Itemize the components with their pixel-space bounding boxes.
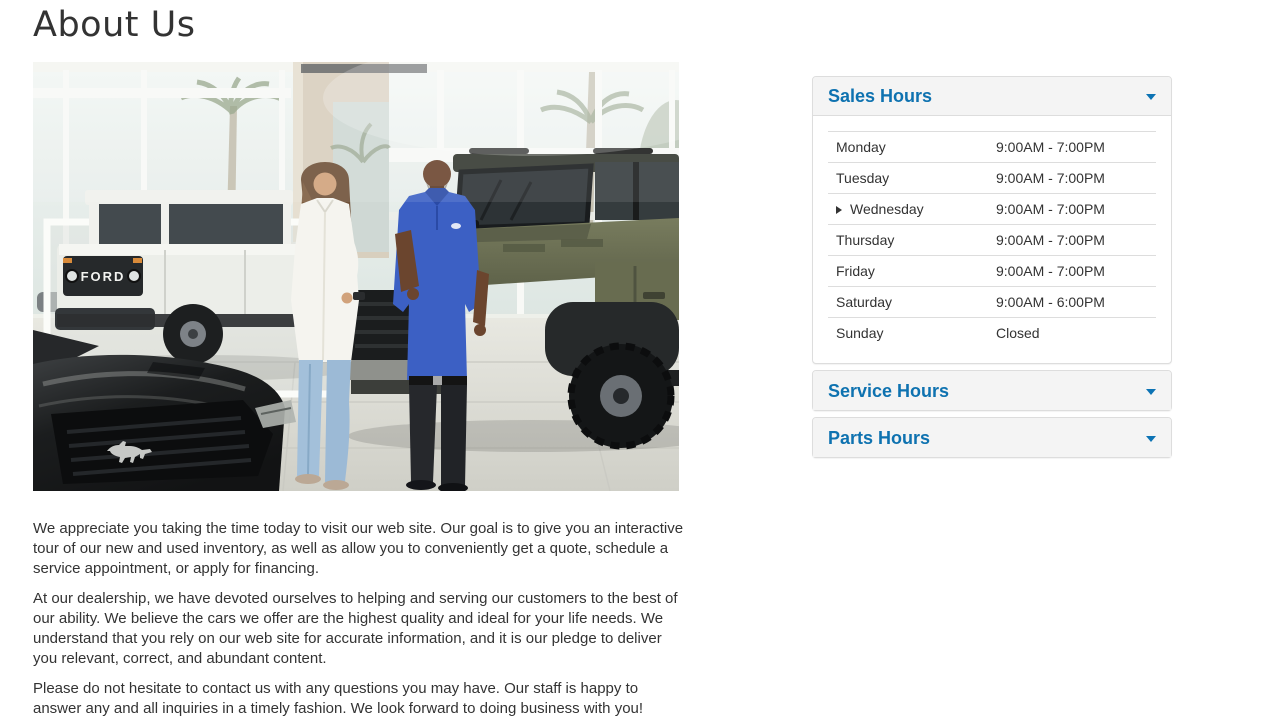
about-paragraph: Please do not hesitate to contact us with any questions you may have. Our staff is happy to answer any and all inquiries in a timely fashion. We look forward to doing business with you! xyxy=(33,680,644,717)
page-title: About Us xyxy=(33,5,196,45)
sales-hours-rows xyxy=(828,132,1156,349)
day-cell: Thursday xyxy=(828,225,988,256)
hours-row xyxy=(828,194,1156,225)
hours-cell: 9:00AM - 7:00PM xyxy=(988,163,1156,194)
sales-hours-table xyxy=(828,131,1156,348)
service-hours-header[interactable] xyxy=(813,371,1171,410)
hours-row xyxy=(828,287,1156,318)
day-cell: Friday xyxy=(828,256,988,287)
caret-down-icon xyxy=(1146,436,1156,442)
hours-cell: 9:00AM - 7:00PM xyxy=(988,132,1156,163)
day-cell: Tuesday xyxy=(828,163,988,194)
about-paragraph: We appreciate you taking the time today to visit our web site. Our goal is to give you an interactive tour of our new and used inventory, as well as allow you to conveniently get a quote, schedule a service appointment, or apply for financing. xyxy=(33,520,684,577)
day-cell: Saturday xyxy=(828,287,988,318)
showroom-photo xyxy=(33,62,679,491)
showroom-photo-illustration xyxy=(33,62,679,491)
caret-down-icon xyxy=(1146,389,1156,395)
parts-hours-panel xyxy=(812,417,1172,458)
service-hours-panel xyxy=(812,370,1172,411)
sales-hours-title: Sales Hours xyxy=(828,86,933,106)
hours-row xyxy=(828,163,1156,194)
sales-hours-panel xyxy=(812,76,1172,364)
about-text xyxy=(33,519,688,719)
hours-cell: 9:00AM - 6:00PM xyxy=(988,287,1156,318)
hours-row xyxy=(828,132,1156,163)
hours-row xyxy=(828,256,1156,287)
sales-hours-body xyxy=(813,116,1171,363)
hours-cell: 9:00AM - 7:00PM xyxy=(988,225,1156,256)
caret-down-icon xyxy=(1146,94,1156,100)
about-paragraph: At our dealership, we have devoted ourselves to helping and serving our customers to the best of our ability. We believe the cars we offer are the highest quality and ideal for your life needs. We understand that you rely on our web site for accurate information, and it is our pledge to deliver you relevant, correct, and abundant content. xyxy=(33,590,678,667)
hours-row xyxy=(828,225,1156,256)
about-section xyxy=(33,0,685,719)
hours-accordion xyxy=(812,76,1172,464)
hours-cell: Closed xyxy=(988,318,1156,349)
grille-brand-text: FORD xyxy=(80,269,126,284)
hours-cell: 9:00AM - 7:00PM xyxy=(988,256,1156,287)
today-marker-icon xyxy=(836,206,842,214)
sales-hours-header[interactable] xyxy=(813,77,1171,116)
day-cell: Sunday xyxy=(828,318,988,349)
service-hours-title: Service Hours xyxy=(828,380,950,401)
parts-hours-header[interactable] xyxy=(813,418,1171,457)
day-cell: Monday xyxy=(828,132,988,163)
hours-cell: 9:00AM - 7:00PM xyxy=(988,194,1156,225)
parts-hours-title: Parts Hours xyxy=(828,427,931,448)
day-cell: Wednesday xyxy=(828,194,988,225)
hours-row xyxy=(828,318,1156,349)
